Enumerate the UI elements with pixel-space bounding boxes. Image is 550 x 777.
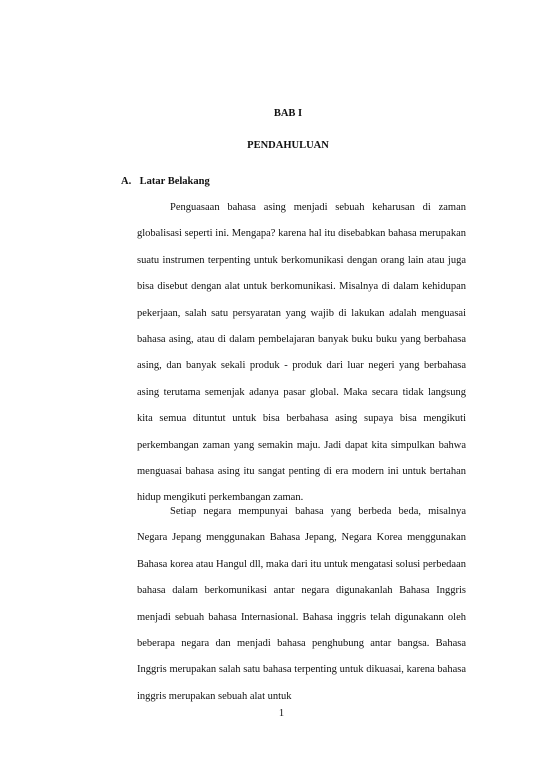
paragraph-1: Penguasaan bahasa asing menjadi sebuah keharusan di zaman globalisasi seperti ini. Mengapa? karena hal itu disebabkan bahasa merupakan suatu instrumen terpenting untuk berkomunikasi dengan orang lain atau juga bisa disebut dengan alat untuk berkomunikasi. Misalnya di dalam kehidupan pekerjaan, salah satu persyaratan yang wajib di lakukan adalah menguasai bahasa asing, atau di dalam pembelajaran banyak buku buku yang berbahasa asing, dan banyak sekali produk - produk dari luar negeri yang berbahasa asing terutama semenjak adanya pasar global. Maka secara tidak langsung kita semua dituntut untuk bisa berbahasa asing supaya bisa mengikuti perkembangan zaman yang semakin maju. Jadi dapat kita simpulkan bahwa menguasai bahasa asing itu sangat penting di era modern ini untuk bertahan hidup mengikuti perkembangan zaman. bbox=[137, 202, 466, 504]
chapter-number: BAB I bbox=[273, 108, 303, 119]
page-number: 1 bbox=[278, 708, 285, 719]
paragraph-2: Setiap negara mempunyai bahasa yang berbeda beda, misalnya Negara Jepang menggunakan Bahasa Jepang, Negara Korea menggunakan Bahasa korea atau Hangul dll, maka dari itu untuk mengatasi solusi perbedaan bahasa dalam berkomunikasi antar negara digunakanlah Bahasa Inggris menjadi sebuah bahasa Internasional. Bahasa inggris telah digunakann oleh beberapa negara dan menjadi bahasa penghubung antar bangsa. Bahasa Inggris merupakan salah satu bahasa terpenting untuk dikuasai, karena bahasa inggris merupakan sebuah alat untuk bbox=[137, 506, 466, 702]
section-title: Latar Belakang bbox=[139, 176, 210, 187]
chapter-title: PENDAHULUAN bbox=[247, 140, 329, 151]
section-number: A. bbox=[121, 176, 132, 187]
section-heading bbox=[121, 176, 210, 187]
